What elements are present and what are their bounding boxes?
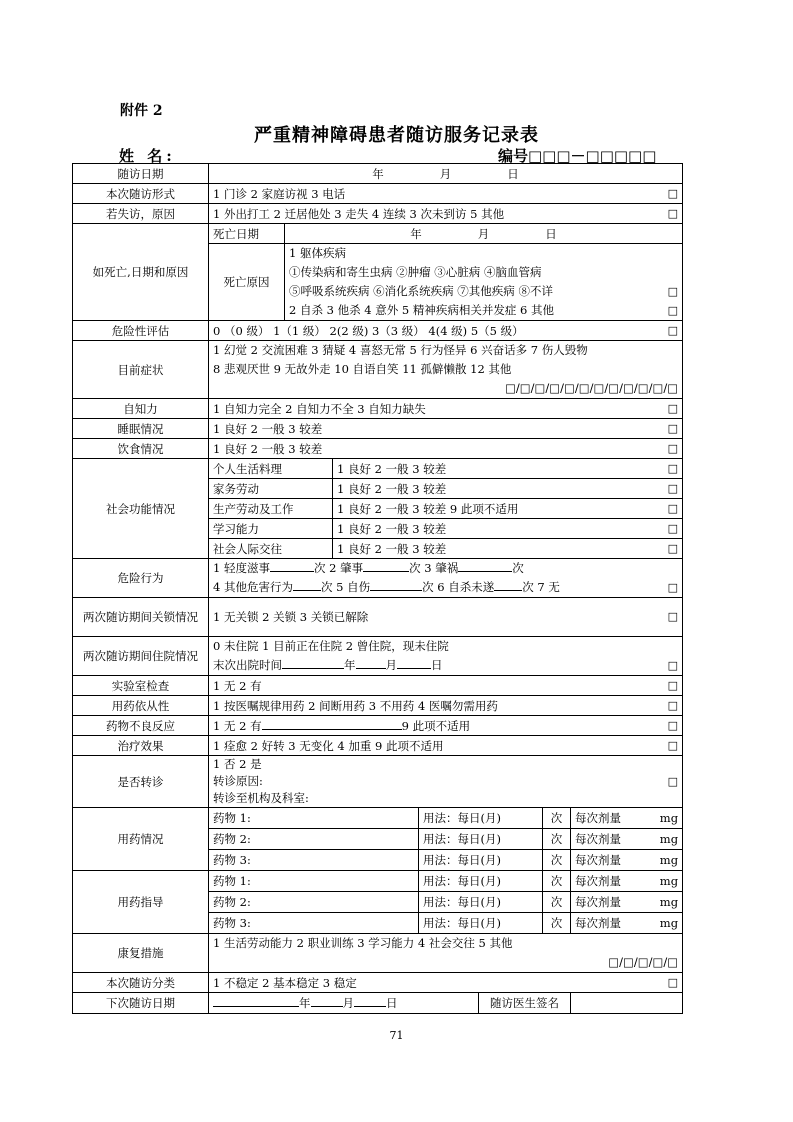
medication-usage[interactable]: 用法：每日(月) <box>419 850 543 871</box>
guidance-times: 次 <box>543 892 571 913</box>
doctor-signature-field[interactable] <box>571 993 683 1014</box>
row-risk <box>73 321 683 341</box>
guidance-usage[interactable]: 用法：每日(月) <box>419 892 543 913</box>
medication-drug[interactable]: 药物 2: <box>209 829 419 850</box>
referral-label: 是否转诊 <box>73 756 209 808</box>
visit-date-day: 日 <box>507 166 519 181</box>
lockup-field[interactable] <box>209 598 683 637</box>
death-date-label: 死亡日期 <box>209 224 285 244</box>
medication-times: 次 <box>543 850 571 871</box>
risk-behavior-blank[interactable] <box>293 578 321 591</box>
lost-reason-label: 若失访，原因 <box>73 204 209 224</box>
row-referral <box>73 756 683 808</box>
next-visit-month-blank[interactable] <box>311 994 343 1007</box>
visit-form-checkbox[interactable]: □ <box>667 186 679 200</box>
social-item-options: 1 良好 2 一般 3 较差 9 此项不适用 <box>337 501 519 516</box>
row-lost-reason <box>73 204 683 224</box>
row-compliance <box>73 696 683 716</box>
risk-checkbox[interactable]: □ <box>667 323 679 337</box>
risk-behavior-blank[interactable] <box>494 578 522 591</box>
visit-date-year: 年 <box>372 166 384 181</box>
rehab-field[interactable] <box>209 934 683 973</box>
risk-behavior-field[interactable] <box>209 559 683 598</box>
guidance-dose-label: 每次剂量 <box>575 895 621 909</box>
row-insight <box>73 399 683 419</box>
visit-date-field[interactable] <box>209 164 683 184</box>
hospital-field[interactable] <box>209 637 683 676</box>
death-cause-checkbox-1[interactable]: □ <box>667 285 679 298</box>
lab-label: 实验室检查 <box>73 676 209 696</box>
sleep-options: 1 良好 2 一般 3 较差 <box>213 421 323 436</box>
risk-behavior-text: 次 3 肇祸 <box>409 561 459 575</box>
classification-options: 1 不稳定 2 基本稳定 3 稳定 <box>213 975 357 990</box>
social-item-options: 1 良好 2 一般 3 较差 <box>337 461 447 476</box>
insight-checkbox[interactable]: □ <box>667 401 679 415</box>
risk-behavior-text: 次 7 无 <box>522 580 560 594</box>
hospital-discharge-label: 末次出院时间 <box>213 658 282 672</box>
death-cause-line3: ⑤呼吸系统疾病 ⑥消化系统疾病 ⑦其他疾病 ⑧不详 <box>289 284 553 298</box>
referral-checkbox[interactable]: □ <box>667 775 679 788</box>
row-rehab <box>73 934 683 973</box>
risk-behavior-blank[interactable] <box>363 559 409 572</box>
social-item-field[interactable] <box>333 519 683 539</box>
row-adverse <box>73 716 683 736</box>
guidance-dose[interactable] <box>571 892 683 913</box>
guidance-usage[interactable]: 用法：每日(月) <box>419 913 543 934</box>
next-visit-day-blank[interactable] <box>354 994 386 1007</box>
adverse-na: 9 此项不适用 <box>401 718 471 733</box>
risk-behavior-blank[interactable] <box>458 559 512 572</box>
risk-behavior-text: 次 5 自伤 <box>320 580 371 594</box>
row-lockup <box>73 598 683 637</box>
guidance-times: 次 <box>543 871 571 892</box>
row-risk-behavior <box>73 559 683 598</box>
death-cause-label: 死亡原因 <box>209 244 285 321</box>
next-visit-month: 月 <box>342 996 354 1010</box>
guidance-drug[interactable]: 药物 1: <box>209 871 419 892</box>
death-date-year: 年 <box>410 226 422 241</box>
social-item-checkbox[interactable]: □ <box>667 501 679 515</box>
medication-dose-label: 每次剂量 <box>575 811 621 825</box>
hospital-day-blank[interactable] <box>397 656 431 669</box>
symptoms-label: 目前症状 <box>73 341 209 399</box>
death-cause-checkbox-2[interactable]: □ <box>667 304 679 317</box>
visit-date-month: 月 <box>439 166 452 181</box>
social-item-field[interactable] <box>333 539 683 559</box>
hospital-year-blank[interactable] <box>282 656 344 669</box>
next-visit-day: 日 <box>386 996 398 1010</box>
hospital-label: 两次随访期间住院情况 <box>73 637 209 676</box>
insight-field[interactable] <box>209 399 683 419</box>
sleep-checkbox[interactable]: □ <box>667 421 679 435</box>
medication-unit: mg <box>659 832 679 846</box>
sleep-field[interactable] <box>209 419 683 439</box>
medication-usage[interactable]: 用法：每日(月) <box>419 808 543 829</box>
referral-line2: 转诊原因: <box>213 774 263 788</box>
lab-options: 1 无 2 有 <box>213 678 262 693</box>
social-item-name: 个人生活料理 <box>209 459 333 479</box>
effect-label: 治疗效果 <box>73 736 209 756</box>
row-lab <box>73 676 683 696</box>
rehab-line1: 1 生活劳动能力 2 职业训练 3 学习能力 4 社会交往 5 其他 <box>213 936 513 950</box>
name-label: 姓 名: <box>119 147 176 165</box>
death-cause-line4: 2 自杀 3 他杀 4 意外 5 精神疾病相关并发症 6 其他 <box>289 303 554 317</box>
medication-usage[interactable]: 用法：每日(月) <box>419 829 543 850</box>
page-number: 71 <box>389 1029 404 1042</box>
guidance-label: 用药指导 <box>73 871 209 934</box>
social-item-field[interactable] <box>333 459 683 479</box>
row-visit-form <box>73 184 683 204</box>
social-item-options: 1 良好 2 一般 3 较差 <box>337 541 447 556</box>
effect-options: 1 痊愈 2 好转 3 无变化 4 加重 9 此项不适用 <box>213 738 444 753</box>
row-next-visit <box>73 993 683 1014</box>
guidance-drug[interactable]: 药物 3: <box>209 913 419 934</box>
compliance-label: 用药依从性 <box>73 696 209 716</box>
lost-reason-options: 1 外出打工 2 迁居他处 3 走失 4 连续 3 次未到访 5 其他 <box>213 206 505 221</box>
lockup-checkbox[interactable]: □ <box>667 610 679 623</box>
followup-form-table <box>72 163 683 1014</box>
guidance-times: 次 <box>543 913 571 934</box>
guidance-dose-label: 每次剂量 <box>575 874 621 888</box>
hospital-line1: 0 未住院 1 目前正在住院 2 曾住院，现未住院 <box>213 639 449 653</box>
death-date-month: 月 <box>477 226 490 241</box>
guidance-dose[interactable] <box>571 871 683 892</box>
guidance-unit: mg <box>659 895 679 909</box>
effect-checkbox[interactable]: □ <box>667 738 679 752</box>
medication-dose[interactable] <box>571 829 683 850</box>
death-date-day: 日 <box>545 226 557 241</box>
classification-label: 本次随访分类 <box>73 973 209 993</box>
guidance-dose[interactable] <box>571 913 683 934</box>
social-item-field[interactable] <box>333 499 683 519</box>
sleep-label: 睡眠情况 <box>73 419 209 439</box>
classification-field[interactable] <box>209 973 683 993</box>
symptoms-field[interactable] <box>209 341 683 399</box>
death-date-field[interactable] <box>285 224 683 244</box>
social-item-checkbox[interactable]: □ <box>667 461 679 475</box>
guidance-unit: mg <box>659 874 679 888</box>
next-visit-year-blank[interactable] <box>213 994 299 1007</box>
guidance-drug[interactable]: 药物 2: <box>209 892 419 913</box>
risk-behavior-text: 次 6 自杀未遂 <box>422 580 495 594</box>
social-item-field[interactable] <box>333 479 683 499</box>
risk-behavior-checkbox[interactable]: □ <box>667 581 679 594</box>
symptoms-checkboxes[interactable]: □/□/□/□/□/□/□/□/□/□/□/□ <box>505 381 679 395</box>
risk-behavior-text: 次 2 肇事 <box>313 561 364 575</box>
guidance-dose-label: 每次剂量 <box>575 916 621 930</box>
referral-line3: 转诊至机构及科室: <box>213 791 309 805</box>
medication-dose[interactable] <box>571 808 683 829</box>
risk-label: 危险性评估 <box>73 321 209 341</box>
risk-behavior-text: 次 <box>512 561 524 575</box>
insight-label: 自知力 <box>73 399 209 419</box>
row-classification <box>73 973 683 993</box>
code-label: 编号□□□－□□□□□ <box>498 147 657 165</box>
diet-field[interactable] <box>209 439 683 459</box>
lockup-label: 两次随访期间关锁情况 <box>73 598 209 637</box>
medication-dose-label: 每次剂量 <box>575 853 621 867</box>
medication-dose[interactable] <box>571 850 683 871</box>
next-visit-label: 下次随访日期 <box>73 993 209 1014</box>
row-medication-1 <box>73 808 683 829</box>
medication-drug[interactable]: 药物 3: <box>209 850 419 871</box>
next-visit-year: 年 <box>299 996 311 1010</box>
medication-label: 用药情况 <box>73 808 209 871</box>
compliance-field[interactable] <box>209 696 683 716</box>
risk-behavior-blank[interactable] <box>370 578 422 591</box>
compliance-options: 1 按医嘱规律用药 2 间断用药 3 不用药 4 医嘱勿需用药 <box>213 698 498 713</box>
row-symptoms <box>73 341 683 399</box>
social-item-name: 家务劳动 <box>209 479 333 499</box>
social-item-options: 1 良好 2 一般 3 较差 <box>337 481 447 496</box>
diet-options: 1 良好 2 一般 3 较差 <box>213 441 323 456</box>
lockup-options: 1 无关锁 2 关锁 3 关锁已解除 <box>213 610 369 624</box>
guidance-usage[interactable]: 用法：每日(月) <box>419 871 543 892</box>
risk-behavior-text: 4 其他危害行为 <box>213 580 293 594</box>
next-visit-date-field[interactable] <box>209 993 479 1014</box>
lost-reason-checkbox[interactable]: □ <box>667 206 679 220</box>
death-cause-line2: ①传染病和寄生虫病 ②肿瘤 ③心脏病 ④脑血管病 <box>289 265 542 279</box>
adverse-checkbox[interactable]: □ <box>667 718 679 732</box>
medication-unit: mg <box>659 811 679 825</box>
medication-drug[interactable]: 药物 1: <box>209 808 419 829</box>
row-hospital <box>73 637 683 676</box>
medication-dose-label: 每次剂量 <box>575 832 621 846</box>
risk-behavior-text: 1 轻度滋事 <box>213 561 270 575</box>
symptoms-line2: 8 悲观厌世 9 无故外走 10 自语自笑 11 孤僻懒散 12 其他 <box>213 362 512 376</box>
hospital-checkbox[interactable]: □ <box>667 659 679 672</box>
lab-checkbox[interactable]: □ <box>667 678 679 692</box>
hospital-day: 日 <box>431 658 443 672</box>
social-item-name: 学习能力 <box>209 519 333 539</box>
medication-times: 次 <box>543 829 571 850</box>
social-item-checkbox[interactable]: □ <box>667 481 679 495</box>
attachment-label: 附件 2 <box>120 103 163 119</box>
doctor-signature-label: 随访医生签名 <box>479 993 571 1014</box>
risk-field[interactable] <box>209 321 683 341</box>
hospital-month-blank[interactable] <box>356 656 386 669</box>
row-social-1 <box>73 459 683 479</box>
medication-times: 次 <box>543 808 571 829</box>
rehab-label: 康复措施 <box>73 934 209 973</box>
diet-checkbox[interactable]: □ <box>667 441 679 455</box>
social-item-name: 生产劳动及工作 <box>209 499 333 519</box>
compliance-checkbox[interactable]: □ <box>667 698 679 712</box>
social-item-checkbox[interactable]: □ <box>667 521 679 535</box>
death-label: 如死亡,日期和原因 <box>73 224 209 321</box>
classification-checkbox[interactable]: □ <box>667 975 679 989</box>
row-diet <box>73 439 683 459</box>
lab-field[interactable] <box>209 676 683 696</box>
visit-date-label: 随访日期 <box>73 164 209 184</box>
risk-options: 0 （0 级） 1（1 级） 2(2 级) 3（3 级） 4(4 级) 5（5 级） <box>213 323 524 338</box>
social-label: 社会功能情况 <box>73 459 209 559</box>
hospital-year: 年 <box>344 658 356 672</box>
risk-behavior-blank[interactable] <box>270 559 314 572</box>
row-death-date <box>73 224 683 244</box>
row-guidance-1 <box>73 871 683 892</box>
referral-line1: 1 否 2 是 <box>213 757 262 771</box>
row-visit-date <box>73 164 683 184</box>
symptoms-line1: 1 幻觉 2 交流困难 3 猜疑 4 喜怒无常 5 行为怪异 6 兴奋话多 7 伤人毁物 <box>213 343 588 357</box>
form-title: 严重精神障碍患者随访服务记录表 <box>254 125 539 146</box>
death-cause-field[interactable] <box>285 244 683 321</box>
rehab-checkboxes[interactable]: □/□/□/□/□ <box>608 955 679 969</box>
diet-label: 饮食情况 <box>73 439 209 459</box>
social-item-checkbox[interactable]: □ <box>667 541 679 555</box>
referral-field[interactable] <box>209 756 683 808</box>
social-item-name: 社会人际交往 <box>209 539 333 559</box>
risk-behavior-label: 危险行为 <box>73 559 209 598</box>
effect-field[interactable] <box>209 736 683 756</box>
row-sleep <box>73 419 683 439</box>
medication-unit: mg <box>659 853 679 867</box>
hospital-month: 月 <box>385 658 397 672</box>
visit-form-label: 本次随访形式 <box>73 184 209 204</box>
adverse-blank[interactable] <box>262 717 402 730</box>
visit-form-field[interactable] <box>209 184 683 204</box>
row-effect <box>73 736 683 756</box>
adverse-label: 药物不良反应 <box>73 716 209 736</box>
lost-reason-field[interactable] <box>209 204 683 224</box>
adverse-options: 1 无 2 有 <box>213 718 262 733</box>
guidance-unit: mg <box>659 916 679 930</box>
death-cause-line1: 1 躯体疾病 <box>289 246 346 260</box>
social-item-options: 1 良好 2 一般 3 较差 <box>337 521 447 536</box>
insight-options: 1 自知力完全 2 自知力不全 3 自知力缺失 <box>213 401 426 416</box>
visit-form-options: 1 门诊 2 家庭访视 3 电话 <box>213 186 346 201</box>
adverse-field[interactable] <box>209 716 683 736</box>
